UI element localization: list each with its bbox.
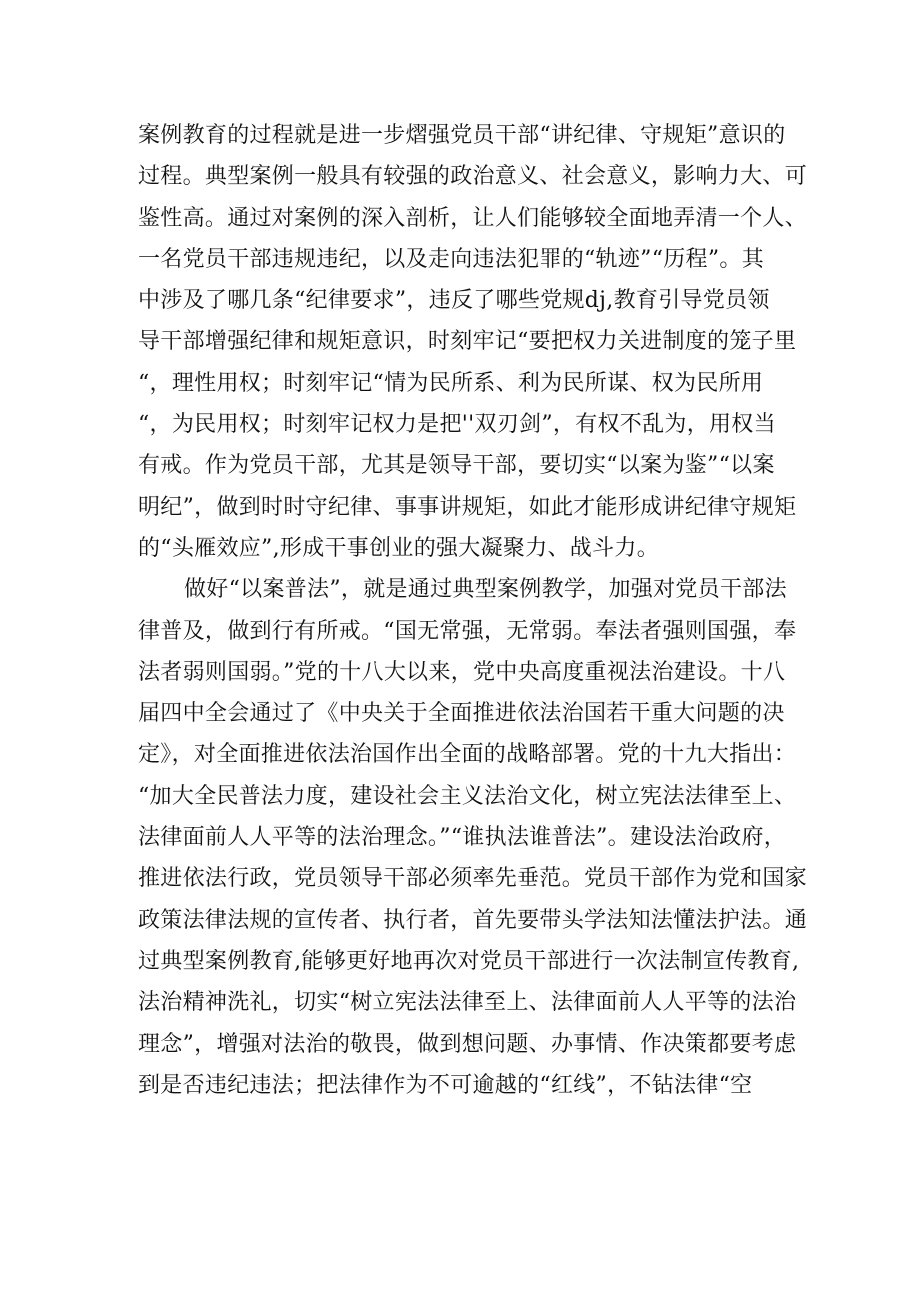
text-line: 推进依法行政，党员领导干部必须率先垂范。党员干部作为党和国家 (138, 866, 808, 892)
paragraph-start-line: 做好“以案普法”，就是通过典型案例教学，加强对党员干部法 (184, 577, 787, 603)
text-line: 到是否违纪违法；把法律作为不可逾越的“红线”，不钻法律“空 (138, 1072, 753, 1098)
text-line: 届四中全会通过了《中央关于全面推进依法治国若干重大问题的决 (138, 701, 785, 727)
text-line: 明纪”，做到时时守纪律、事事讲规矩，如此才能形成讲纪律守规矩 (138, 494, 797, 520)
text-line: 法律面前人人平等的法治理念。”“谁执法谁普法”。建设法治政府， (138, 825, 787, 851)
text-line: 理念”，增强对法治的敬畏，做到想问题、办事情、作决策都要考虑 (138, 1031, 797, 1057)
text-line: 过典型案例教育,能够更好地再次对党员干部进行一次法制宣传教育, (138, 948, 800, 974)
text-line: “，理性用权；时刻牢记“情为民所系、利为民所谋、权为民所用 (138, 370, 764, 396)
text-line: 律普及，做到行有所戒。“国无常强，无常弱。奉法者强则国强，奉 (138, 618, 797, 644)
text-line: 定》，对全面推进依法治国作出全面的战略部署。党的十九大指出： (138, 742, 797, 768)
text-line: 一名党员干部违规违纪，以及走向违法犯罪的“轨迹”“历程”。其 (138, 246, 764, 272)
text-line: 中涉及了哪几条“纪律要求”，违反了哪些党规dj,教育引导党员领 (138, 288, 770, 314)
text-line: “，为民用权；时刻牢记权力是把''双刃剑”，有权不乱为，用权当 (138, 412, 776, 438)
body-text (138, 115, 808, 1106)
text-line: 政策法律法规的宣传者、执行者，首先要带头学法知法懂法护法。通 (138, 907, 808, 933)
text-line: “加大全民普法力度，建设社会主义法治文化，树立宪法法律至上、 (138, 783, 797, 809)
text-line: 过程。典型案例一般具有较强的政治意义、社会意义，影响力大、可 (138, 164, 808, 190)
text-line: 案例教育的过程就是进一步熠强党员干部“讲纪律、守规矩”意识的 (138, 123, 786, 148)
text-line: 鉴性高。通过对案例的深入剖析，让人们能够较全面地弄清一个人、 (138, 205, 808, 231)
text-line: 导干部增强纪律和规矩意识，时刻牢记“要把权力关进制度的笼子里 (138, 329, 797, 355)
text-line: 法治精神洗礼，切实“树立宪法法律至上、法律面前人人平等的法治 (138, 990, 797, 1016)
text-line: 有戒。作为党员干部，尤其是领导干部，要切实“以案为鉴”“以案 (138, 453, 775, 479)
text-line: 的“头雁效应”,形成干事创业的强大凝聚力、战斗力。 (138, 535, 659, 561)
text-line: 法者弱则国弱。”党的十八大以来，党中央高度重视法治建设。十八 (138, 659, 786, 685)
